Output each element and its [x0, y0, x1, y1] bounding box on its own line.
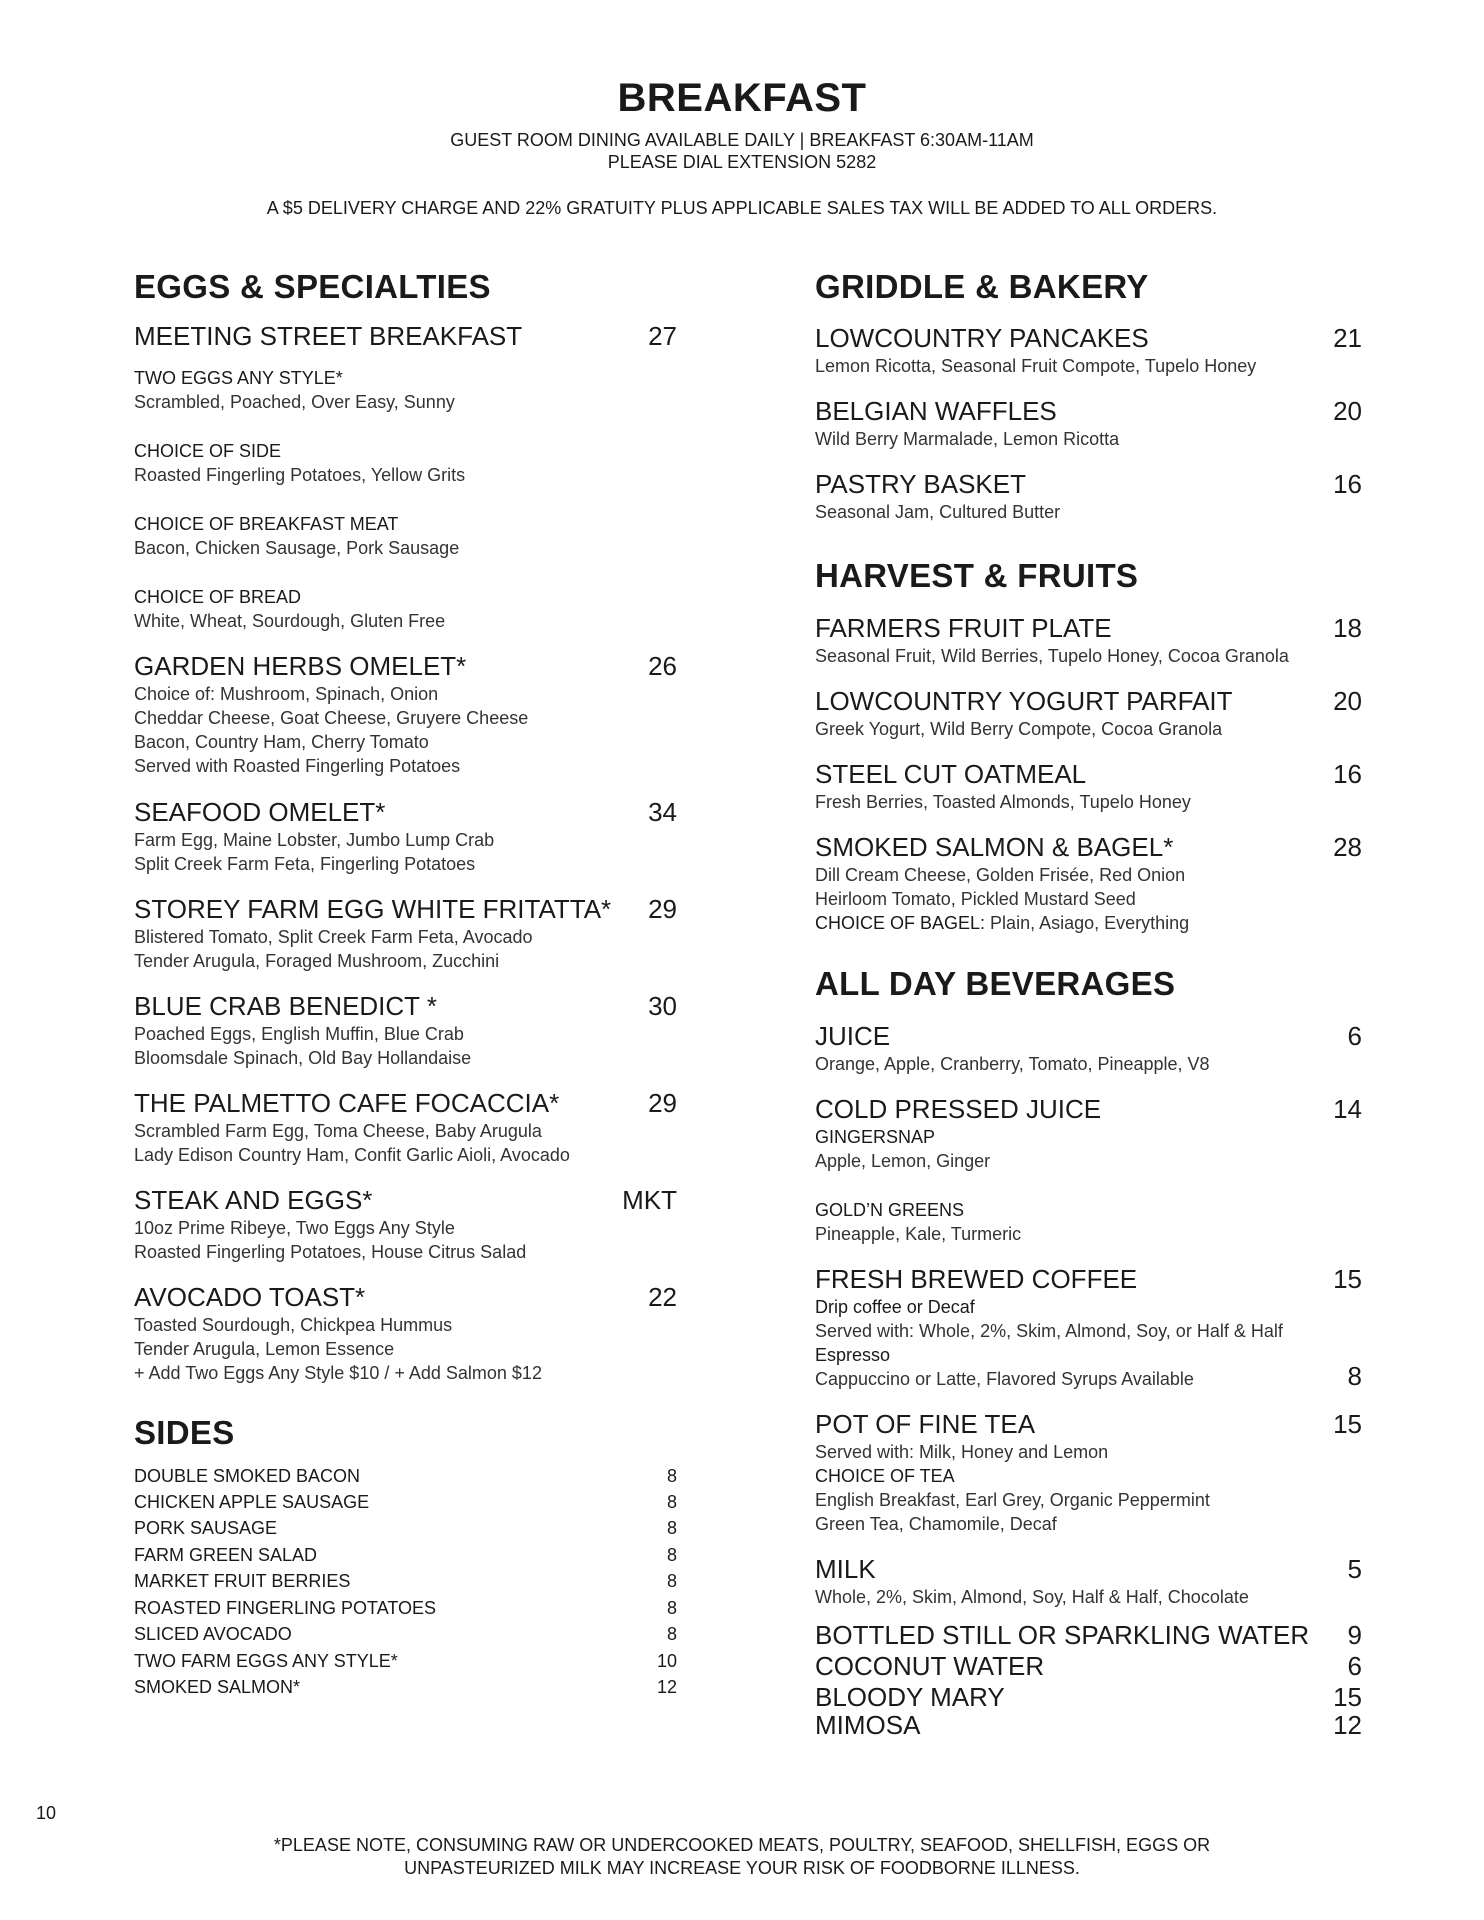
item-price: MKT [622, 1185, 677, 1215]
item-price: 30 [648, 991, 677, 1021]
footnote-line: *PLEASE NOTE, CONSUMING RAW OR UNDERCOOKED MEATS, POULTRY, SEAFOOD, SHELLFISH, EGGS OR [273, 1835, 1211, 1855]
dial-extension: PLEASE DIAL EXTENSION 5282 [607, 152, 877, 172]
side-item-name: CHICKEN APPLE SAUSAGE [134, 1492, 370, 1512]
option-desc: English Breakfast, Earl Grey, Organic Peppermint [815, 1490, 1210, 1510]
item-desc: Served with Roasted Fingerling Potatoes [134, 756, 461, 776]
bagel-choice [815, 913, 1189, 934]
item-desc: Served with: Milk, Honey and Lemon [815, 1442, 1109, 1462]
item-name: MILK [815, 1554, 876, 1584]
item-price: 28 [1333, 832, 1362, 862]
item-name: BELGIAN WAFFLES [815, 396, 1057, 426]
page-number: 10 [36, 1803, 57, 1823]
item-name: MIMOSA [815, 1710, 921, 1740]
item-desc: Greek Yogurt, Wild Berry Compote, Cocoa Granola [815, 719, 1223, 739]
item-name: JUICE [815, 1021, 891, 1051]
item-desc: Heirloom Tomato, Pickled Mustard Seed [815, 889, 1136, 909]
item-desc: Dill Cream Cheese, Golden Frisée, Red Onion [815, 865, 1186, 885]
item-price: 26 [648, 651, 677, 681]
item-name: BLUE CRAB BENEDICT * [134, 991, 437, 1021]
side-item-price: 8 [666, 1518, 677, 1538]
item-desc: Poached Eggs, English Muffin, Blue Crab [134, 1024, 464, 1044]
item-desc: Orange, Apple, Cranberry, Tomato, Pineapple, V8 [815, 1054, 1210, 1074]
item-name: MEETING STREET BREAKFAST [134, 321, 523, 351]
bagel-choice-label: CHOICE OF BAGEL: [815, 913, 986, 933]
item-price: 22 [648, 1282, 677, 1312]
option-desc: Bacon, Chicken Sausage, Pork Sausage [134, 538, 460, 558]
side-item-name: MARKET FRUIT BERRIES [134, 1571, 351, 1591]
item-desc: Split Creek Farm Feta, Fingerling Potatoes [134, 854, 476, 874]
item-desc: Farm Egg, Maine Lobster, Jumbo Lump Crab [134, 830, 495, 850]
option-label: Drip coffee or Decaf [815, 1297, 975, 1317]
side-item-price: 8 [666, 1466, 677, 1486]
option-desc: Served with: Whole, 2%, Skim, Almond, Soy, or Half & Half [815, 1321, 1283, 1341]
side-item-price: 8 [666, 1624, 677, 1644]
item-price: 20 [1333, 396, 1362, 426]
item-price: 9 [1347, 1620, 1362, 1650]
item-name: GARDEN HERBS OMELET* [134, 651, 467, 681]
section-title-beverages: ALL DAY BEVERAGES [815, 965, 1176, 1002]
item-price: 21 [1333, 323, 1362, 353]
item-price: 6 [1347, 1651, 1362, 1681]
footnote-line: UNPASTEURIZED MILK MAY INCREASE YOUR RISK OF FOODBORNE ILLNESS. [404, 1858, 1080, 1878]
side-item-name: FARM GREEN SALAD [134, 1545, 318, 1565]
side-item-name: TWO FARM EGGS ANY STYLE* [134, 1651, 398, 1671]
option-label: TWO EGGS ANY STYLE* [134, 368, 343, 388]
option-label: Espresso [815, 1345, 891, 1365]
item-desc: Cheddar Cheese, Goat Cheese, Gruyere Cheese [134, 708, 529, 728]
item-price: 12 [1333, 1710, 1362, 1740]
item-name: LOWCOUNTRY PANCAKES [815, 323, 1149, 353]
option-label: CHOICE OF BREAKFAST MEAT [134, 514, 399, 534]
item-price: 16 [1333, 469, 1362, 499]
section-title-eggs: EGGS & SPECIALTIES [134, 268, 491, 305]
delivery-notice: A $5 DELIVERY CHARGE AND 22% GRATUITY PLUS APPLICABLE SALES TAX WILL BE ADDED TO ALL ORDERS. [266, 198, 1218, 218]
item-name: SEAFOOD OMELET* [134, 797, 386, 827]
item-price: 15 [1333, 1264, 1362, 1294]
section-title-sides: SIDES [134, 1414, 235, 1451]
side-item-name: SMOKED SALMON* [134, 1677, 301, 1697]
item-name: STEEL CUT OATMEAL [815, 759, 1087, 789]
item-name: FRESH BREWED COFFEE [815, 1264, 1138, 1294]
item-desc: Tender Arugula, Foraged Mushroom, Zucchini [134, 951, 500, 971]
item-name: BLOODY MARY [815, 1682, 1005, 1712]
side-item-price: 8 [666, 1571, 677, 1591]
option-desc: Pineapple, Kale, Turmeric [815, 1224, 1022, 1244]
side-item-name: PORK SAUSAGE [134, 1518, 278, 1538]
item-name: COLD PRESSED JUICE [815, 1094, 1102, 1124]
item-desc: Bloomsdale Spinach, Old Bay Hollandaise [134, 1048, 472, 1068]
item-desc: Blistered Tomato, Split Creek Farm Feta, Avocado [134, 927, 533, 947]
option-label: CHOICE OF SIDE [134, 441, 282, 461]
item-desc: Bacon, Country Ham, Cherry Tomato [134, 732, 429, 752]
item-price: 34 [648, 797, 677, 827]
bagel-choice-options: Plain, Asiago, Everything [985, 913, 1190, 933]
item-price: 15 [1333, 1682, 1362, 1712]
item-desc: Whole, 2%, Skim, Almond, Soy, Half & Half, Chocolate [815, 1587, 1249, 1607]
item-desc: Scrambled Farm Egg, Toma Cheese, Baby Arugula [134, 1121, 542, 1141]
item-name: STEAK AND EGGS* [134, 1185, 373, 1215]
item-name: AVOCADO TOAST* [134, 1282, 366, 1312]
side-item-name: ROASTED FINGERLING POTATOES [134, 1598, 437, 1618]
item-desc: Fresh Berries, Toasted Almonds, Tupelo Honey [815, 792, 1191, 812]
item-name: COCONUT WATER [815, 1651, 1045, 1681]
option-label: CHOICE OF BREAD [134, 587, 302, 607]
item-price: 27 [648, 321, 677, 351]
item-price: 29 [648, 1088, 677, 1118]
option-desc: White, Wheat, Sourdough, Gluten Free [134, 611, 446, 631]
item-price: 15 [1333, 1409, 1362, 1439]
item-price: 29 [648, 894, 677, 924]
item-desc: Seasonal Fruit, Wild Berries, Tupelo Honey, Cocoa Granola [815, 646, 1289, 666]
item-desc: Choice of: Mushroom, Spinach, Onion [134, 684, 439, 704]
item-name: FARMERS FRUIT PLATE [815, 613, 1112, 643]
item-price: 6 [1347, 1021, 1362, 1051]
item-desc: Toasted Sourdough, Chickpea Hummus [134, 1315, 453, 1335]
item-desc: 10oz Prime Ribeye, Two Eggs Any Style [134, 1218, 455, 1238]
option-label: CHOICE OF TEA [815, 1466, 955, 1486]
option-desc: Cappuccino or Latte, Flavored Syrups Available [815, 1369, 1194, 1389]
side-item-price: 8 [666, 1492, 677, 1512]
item-name: POT OF FINE TEA [815, 1409, 1036, 1439]
item-desc: Seasonal Jam, Cultured Butter [815, 502, 1061, 522]
section-title-griddle: GRIDDLE & BAKERY [815, 268, 1149, 305]
side-item-price: 8 [666, 1545, 677, 1565]
section-title-harvest: HARVEST & FRUITS [815, 557, 1139, 594]
item-desc: + Add Two Eggs Any Style $10 / + Add Salmon $12 [134, 1363, 542, 1383]
item-price: 14 [1333, 1094, 1362, 1124]
item-name: STOREY FARM EGG WHITE FRITATTA* [134, 894, 612, 924]
option-desc: Apple, Lemon, Ginger [815, 1151, 991, 1171]
item-name: LOWCOUNTRY YOGURT PARFAIT [815, 686, 1233, 716]
item-price: 16 [1333, 759, 1362, 789]
page-title: BREAKFAST [617, 76, 867, 120]
option-desc: Green Tea, Chamomile, Decaf [815, 1514, 1057, 1534]
item-name: BOTTLED STILL OR SPARKLING WATER [815, 1620, 1310, 1650]
side-item-name: DOUBLE SMOKED BACON [134, 1466, 361, 1486]
item-price: 20 [1333, 686, 1362, 716]
item-desc: Tender Arugula, Lemon Essence [134, 1339, 395, 1359]
side-item-price: 8 [666, 1598, 677, 1618]
side-item-price: 10 [656, 1651, 677, 1671]
espresso-price: 8 [1347, 1361, 1362, 1391]
option-label: GINGERSNAP [815, 1127, 936, 1147]
item-desc: Roasted Fingerling Potatoes, House Citrus Salad [134, 1242, 527, 1262]
option-label: GOLD’N GREENS [815, 1200, 965, 1220]
item-price: 5 [1347, 1554, 1362, 1584]
service-hours: GUEST ROOM DINING AVAILABLE DAILY | BREAKFAST 6:30AM-11AM [450, 130, 1034, 150]
item-price: 18 [1333, 613, 1362, 643]
option-desc: Roasted Fingerling Potatoes, Yellow Grits [134, 465, 466, 485]
item-desc: Wild Berry Marmalade, Lemon Ricotta [815, 429, 1120, 449]
item-name: PASTRY BASKET [815, 469, 1026, 499]
item-name: THE PALMETTO CAFE FOCACCIA* [134, 1088, 560, 1118]
item-desc: Lady Edison Country Ham, Confit Garlic Aioli, Avocado [134, 1145, 570, 1165]
option-desc: Scrambled, Poached, Over Easy, Sunny [134, 392, 455, 412]
side-item-price: 12 [656, 1677, 677, 1697]
item-name: SMOKED SALMON & BAGEL* [815, 832, 1174, 862]
item-desc: Lemon Ricotta, Seasonal Fruit Compote, Tupelo Honey [815, 356, 1257, 376]
side-item-name: SLICED AVOCADO [134, 1624, 292, 1644]
